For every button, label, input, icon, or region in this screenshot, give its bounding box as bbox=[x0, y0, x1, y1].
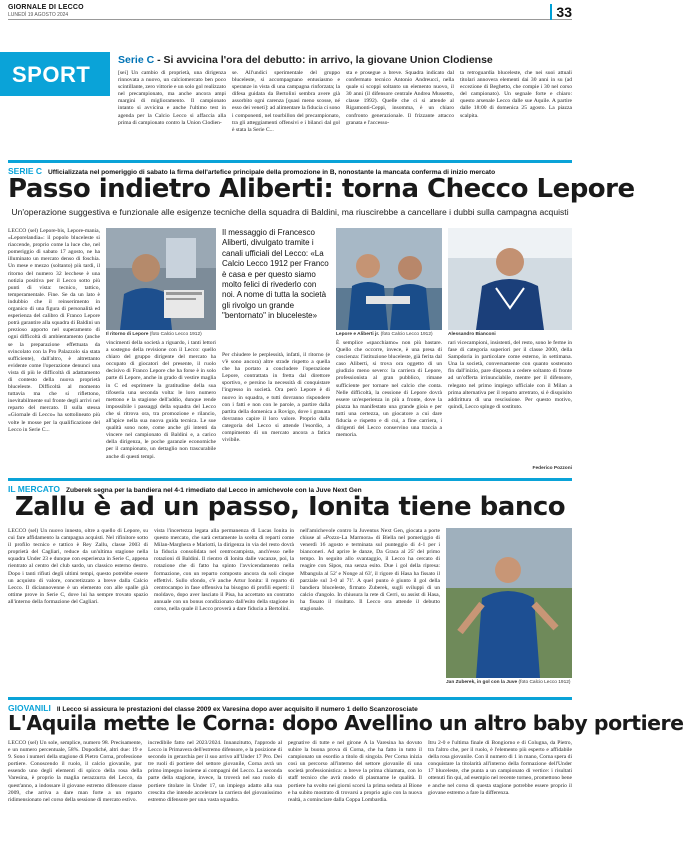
article2-column-2: vista l'incertezza legata alla permanenza di Lucas Ionita in questo mercato, che sarà certamente la scelta di reparti come Milan-Marghera e Mariotti, la dirigenza in via del resto dovrà la fiducia consolidata nel centrocampista, anch'esso nelle rotazioni di Baldini. Il rientro di Ionita dalle vacanze, poi, la rotazione che di fatto ha spinto l'avvicendamento nella formazione, con un reparto composto ancora da soli cinque effettivi. Sullo sfondo, c'è anche Artur Ionita: il reparto di centrocampo in fase offensiva ha bisogno di profili esperti: il moldavo, dopo aver lasciato il Pisa, ha accettato un contratto annuale con un bonus condizionato dall'esito della stagione in corso, nella quale il Lecco proverà a dare fiducia a Bertolini. bbox=[154, 528, 294, 613]
article1-quote: Il messaggio di Francesco Aliberti, divulgato tramite i canali ufficiali del Lecco: «La Calcio Lecco 1912 per Franco è casa e per questo siamo molto felici di rivederlo con noi. A nome di tutta la società gli rivolgo un grande "bentornato" in bluceleste» bbox=[222, 228, 329, 321]
article1-photo1-caption: Il ritorno di Lepore (foto Calcio Lecco 1912) bbox=[106, 332, 202, 337]
top-column-4: ta retroguardia bluceleste, che nei suoi attuali titolari annovera elementi dai 30 anni in su (ad eccezione di Beghetto, che compie i 30 nel corso del campionato). Un segnale forte e chiaro: questo arsenale Lecco dalle sue Aquile. A partire dalle 18:00 di domenica 25 agosto. La piazza scalpita. bbox=[460, 70, 572, 119]
article1-photo-bianconi bbox=[448, 228, 572, 330]
article1-subhead: Un'operazione suggestiva e funzionale alle esigenze tecniche della squadra di Baldini, ma riuscirebbe a cancellare i dubbi sulla campagna acquisti bbox=[11, 207, 569, 217]
article2-column-1: LECCO (sel) Un nuovo innesto, oltre a quello di Lepore, su cui fare affidamento la campagna acquisti. Nel rifinitore sotto il profilo tecnico e tattico è Rey Zallu, classe 2003 di proprietà del Cagliari, reduce da un'ultima stagione nella squadra Under 23 e dunque con esperienza in Serie C, appena rientrato al centro del club sardo, un classico esterno destro. Dopo i tanti rifiuti degli ultimi tempi, questo potrebbe essere un acquisto di valore, concretizzato a breve dalla Calcio Lecco. Il diciannovenne è un elemento con alle spalle già ottime prove in Serie C, dove lui ha sempre trovato spazio all'interno della formazione del Cagliari. bbox=[8, 528, 148, 605]
article2-headline: Zallu è ad un passo, Ionita tiene banco bbox=[14, 492, 566, 522]
article1-column-4: È semplice «spacchiamo» non più bastare. Quello che occorre, invece, è una presa di coscienza: l'istituzione bluceleste, già ferita dal caso Aliberti, si trova ora oggetto di un giudizio meno severo: la carriera di Lepore, professionista al gran pubblico, rimane sufficiente per tornare nel calcio che conta. Nelle difficoltà, la cessione di Lepore dovrà essere un'esperienza in più a fronte, dove la piazza ha manifestato una grande gioia e per tutti una certezza, un giocatore a cui dare fiducia e rispetto e di cui, a fine carriera, i dirigenti del Lecco conservino una traccia a memoria. bbox=[336, 340, 442, 439]
article1-column-1: LECCO (sel) Lepore-bis, Lepore-mania, «Leporelandia»: il popolo bluceleste si riaccende, proprio come la luce che, nel pomeriggio di sabato 17 agosto, ne ha illuminato un mercato denso di foschia. Un mese e mezzo (soltanto) più tardi, il ritorno del numero 32 lecchese è una notizia positiva per il Lecco sotto più punti di vista: tecnico, tattico, temperamentale. Fine. Se da un lato è indubbio che il reinserimento in organico di una figura di personalità ed esperienza del calibro di Franco Lepore potrà garantire alla squadra di Baldini un prezioso apporto nel superamento di ogni difficoltà di ambientamento (anche se la preparazione effettuata da svincolato con la Pro Palazzolo sia stata sufficiente), dall'altro, è altrettanto evidente come l'operazione denunci una vista di più le difficoltà di adattamento di contesto della nuova proprietà bluceleste. Difficoltà al momento tuttavia ma che si riflettono, inevitabilmente sul fronte degli arrivi nel reparto del mercato. Il sulla stessa «Giornale di Lecco» ha sottolineato più volte le mosse per la qualificazione del Lecco in Serie C... bbox=[8, 228, 100, 433]
article1-kicker: SERIE C Ufficializzata nel pomeriggio di sabato la firma dell'artefice principale della promozione in B, nonostante la mancata conferma di inizio mercato bbox=[8, 160, 572, 176]
newspaper-name: GIORNALE DI LECCO bbox=[8, 4, 84, 11]
article1-kicker-tag: SERIE C bbox=[8, 166, 43, 176]
article2-photo-zuberek bbox=[446, 528, 572, 678]
article1-photo3-caption: Alessandro Bianconi bbox=[448, 332, 496, 337]
masthead bbox=[8, 4, 572, 20]
article3-column-1: LECCO (sel) Un sole, semplice, numero 98. Precisamente, e un numero percentuale, 58%. Dopodiché, altri due: 19 e 9. Sono i numeri della stagione di Pietro Corna, professione portiere. Conoscendo il ruolo, il calcio giovanile, pur essendo uno degli elementi di spicco della rosa della Varesina, è proprio la maglia nerazzurra del Lecco, da quest'anno, a indossare il giovane estremo difensore classe 2009, che arriva a dare man forte a un reparto ridimensionato nel corso della sessione di mercato estivo. bbox=[8, 740, 142, 803]
article3-headline: L'Aquila mette le Corna: dopo Avellino un altro baby portiere bbox=[8, 711, 684, 735]
article1-column-5: rari vicecampioni, insistenti, del resto, sono le ferme in fase di categoria superiori per il classe 2000, della Sampdoria in particolare come esterno, in settimana. Una la società, conversamente con quanto sostenuto fin dall'inizio, pare disposta a cedere soltanto di fronte ad un'offerta irrinunciabile, mentre per il difensore, relegato nel primo impiego ufficiale con il Milan a prima alternativa per il reparto arretrato, si è disquisito addirittura di una rescissione. Per questo motivo, quindi, Lecco spinge di sostituto. bbox=[448, 340, 572, 410]
article3-column-3: pegnative di tutte e nel girone A la Varesina ha dovuto subire la buona prova di Corna, che ha fatto in tutto il campionato un esordio a titolo di singola. Per Corna inizia così un percorso all'interno del settore giovanile di una società professionistica: a breve la prima chiamata, con lo staff tecnico che avrà modo di plasmarne le qualità. Il portiere ha svolto nei giorni scorsi la prima seduta al Bione e ha subito mostrato di trovarsi a proprio agio con la nuova realtà, a cominciare dalla Coppa Lombardia. bbox=[288, 740, 422, 803]
article1-photo-lepore-aliberti bbox=[336, 228, 442, 330]
section-banner: SPORT bbox=[0, 52, 110, 96]
top-headline-text: - Si avvicina l'ora del debutto: in arrivo, la giovane Union Clodiense bbox=[157, 54, 493, 66]
page-number: 33 bbox=[550, 4, 572, 20]
article1-headline: Passo indietro Aliberti: torna Checco Lepore bbox=[8, 174, 635, 204]
article3-kicker-tag: GIOVANILI bbox=[8, 703, 51, 713]
article2-photo-caption: Jan Zuberek, in gol con la Juve (foto Calcio Lecco 1912) bbox=[446, 680, 571, 685]
article3-kicker: GIOVANILI Il Lecco si assicura le prestazioni del classe 2009 ex Varesina dopo aver acquisito il numero 1 dello Scanzorosciate bbox=[8, 697, 572, 713]
article2-kicker: IL MERCATO Zuberek segna per la bandiera nel 4-1 rimediato dal Lecco in amichevole con la Juve Next Gen bbox=[8, 478, 572, 494]
article1-photo-lepore bbox=[106, 228, 216, 330]
issue-date: LUNEDÌ 19 AGOSTO 2024 bbox=[8, 12, 69, 18]
top-headline-tag: Serie C bbox=[118, 54, 155, 66]
top-column-2: se. All'undici sperimentale del gruppo bluceleste, si accompagnano entusiasmo e speranze in vista di una campagna rinforzata; la difesa guidata da Bertolini sembra avere già assorbito ogni carenza [quasi meno scosse, né esso dei veneti]: ad alimentare la fiducia ci sono i componenti, nel tourbillon del precampionato, tra gli atteggiamenti offensivi e i bilanci dal gol è stata la Serie C... bbox=[232, 70, 340, 133]
top-headline bbox=[118, 54, 572, 66]
article3-column-2: incredibile fatto nel 2023/2024. Innanzitutto, l'approdo al Lecco in Primavera dell'estremo difensore, e la posizione di secondo in gerarchia per il suo arrivo all'Under 17 Pro. Dei tre ruoli di portiere del settore giovanile, Corna avrà un primo impegno insieme ai compagni del Lecco. La seconda parte della stagione, invece, la troverà nel suo ruolo di portiere titolare in Under 17, un impiego adatto alla sua crescita che intende accelerare la carriera del giovanissimo estremo difensore per una vasta squadra. bbox=[148, 740, 282, 803]
article1-column-2: vincimenti della società a riguardo, i tanti lettori a sostegno della revisione con il Lecco: quello chiaro del gruppo dirigente del mercato ha occupato di giocatori del presente, il ruolo decisivo di Franco Lepore che ha forse è in solo parte di Lepore, anche in grado di vestire maglia in C ed esprimere la gratitudine della sua tifoseria una seconda volta: le loro numero mettono e la stagione dell'addio, dunque rende impossibile i passaggi della squadra del Lecco che si ritrova ora, tra promozione e rilancio, all'apice nella sua nuova guida tecnica. Le sue qualità sono note, come anche gli intenti da vincere nel campionato di Baldini e, a carico della dirigenza, le poche garanzie economiche per il campionato, un dettaglio non trascurabile anche di questi tempi. bbox=[106, 340, 216, 460]
top-column-3: sta e prosegue a breve. Squadra indicato dal confermato tecnico Antonio Andreucci, nella quale si scoppi soltanto un elemento nuovo, il 30 anni (il difensore centrale Andrea Mussetto, classe 1992). Quelle che ci si attende al Rigamonti-Ceppi, insomma, è un chiaro confronto generazionale. Il frizzante attacco granata e l'accesso- bbox=[346, 70, 454, 126]
article2-column-3: nell'amichevole contro la Juventus Next Gen, giocata a porte chiuse al «Pozzo-La Marmora» di Biella nel pomeriggio di venerdì 16 agosto e terminata sul punteggio di 4-1 per i bianconeri. Ad aprire le danze, Da Graca al 25' del primo tempo. In seguito allo svantaggio, il Lecco ha cercato di reagire con Sipos, ma senza esito. Due i gol della ripresa: Mbangula al 52' e Nonge al 63', il rigore di Hasa ha fissato il parziale sul 3-0 al 71'. A quel punto è giunto il gol della bandiera bluceleste, firmato Zuberek, sugli sviluppi di un calcio d'angolo. In chiusura la rete di Cerri, su assist di Hasa, ha fissato il risultato. Il Lecco ora attende il debutto stagionale. bbox=[300, 528, 440, 613]
article1-photo2-caption: Lepore e Aliberti jr. (foto Calcio Lecco 1912) bbox=[336, 332, 433, 337]
article1-column-3: Per chiudere le perplessità, infatti, il ritorno (e v'è sono ancora) altre strade rispetto a quella che ha portato a concludere l'operazione Lepore, contrattata in fretta dal direttore sportivo, e persino la necessità di conquistare l'ingresso in società. Ora però Lepore è di nuovo in squadra, e tutti dovranno rispondere con i fatti e non con le parole, a partire dalla partita della domenica a Rovigo, dove i granata dovranno capire il loro valore. Proprio dalla categoria del Lecco si attende l'esordio, a compimento di un mercato ancora a fatica vivibile. bbox=[222, 352, 330, 444]
article1-author: Federico Pozzoni bbox=[532, 466, 572, 471]
top-column-1: [sei] Un cambio di proprietà, una dirigenza rinnovata a nuovo, un calciomercato ben poco scintillante, zero vittorie e un solo gol realizzato nel precampionato, ma anche ancora ampi margini di miglioramento. Il campionato intanto si avvicina e anche l'ultimo test in agenda per la Calcio Lecco si affaccia alla prima di campionato contro la Union Clodien- bbox=[118, 70, 226, 126]
article3-column-4: Itru 2-0 e l'ultima finale di Bongiorno e di Colugna, da Pietro, tra l'altro che, per il ruolo, è l'elemento più esperto e affidabile della rosa giovanile. Con il numero di 1 in mano, Corna spera di conquistare la titolarità all'interno della formazione dell'Under 17 bluceleste, che punta a un campionato di vertice: i risultati ottenuti fin qui, ad esempio nel recente torneo, promettono bene e anche nel corso di questa stagione potrebbe essere proprio il giovane estremo a fare la differenza. bbox=[428, 740, 572, 796]
article2-kicker-tag: IL MERCATO bbox=[8, 484, 60, 494]
